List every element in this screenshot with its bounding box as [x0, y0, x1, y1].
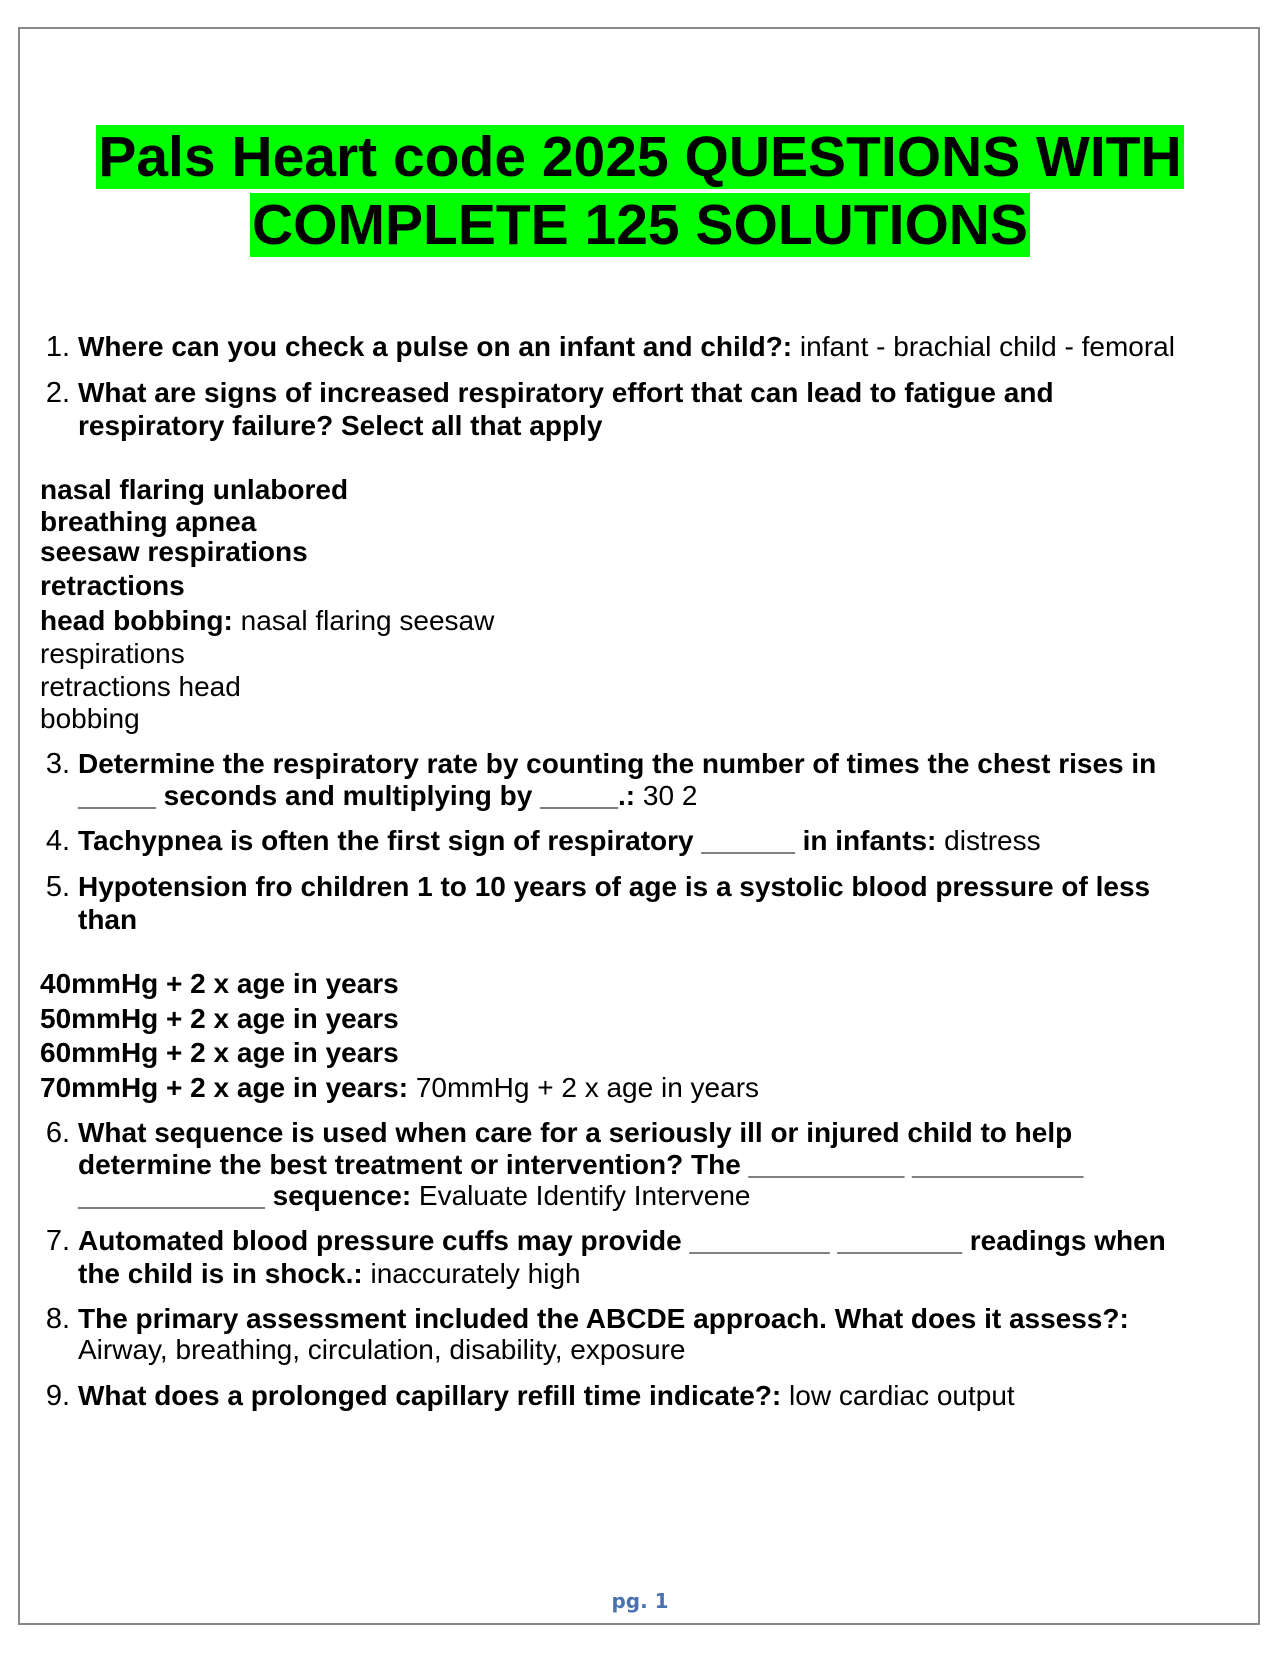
title-line-2: COMPLETE 125 SOLUTIONS [252, 193, 1028, 257]
q2-answer-line-4: bobbing [40, 703, 140, 734]
q2-answer-line-3: retractions head [40, 671, 241, 702]
q1-answer: infant - brachial child - femoral [792, 331, 1175, 362]
q8-answer: Airway, breathing, circulation, disability, exposure [78, 1334, 686, 1365]
q1-question: Where can you check a pulse on an infant and child?: [78, 331, 793, 362]
q5-number: 5. [45, 871, 70, 903]
q8-number: 8. [45, 1303, 70, 1335]
q2-answer-line-1: nasal flaring seesaw [232, 605, 495, 636]
q1 [78, 330, 1175, 364]
q4-question: Tachypnea is often the first sign of respiratory ______ in infants: [78, 825, 937, 856]
page-title [40, 123, 1240, 259]
q7-question-line-2: the child is in shock.: inaccurately high [78, 1258, 581, 1289]
q7-question-line-1: Automated blood pressure cuffs may provide _________ ________ readings when [78, 1225, 1166, 1256]
q5-question-line-1: Hypotension fro children 1 to 10 years of age is a systolic blood pressure of less [78, 871, 1151, 902]
q5-option-3: 60mmHg + 2 x age in years [40, 1037, 399, 1068]
q6-number: 6. [45, 1117, 70, 1149]
q5-option-2: 50mmHg + 2 x age in years [40, 1003, 399, 1034]
q1-number: 1. [45, 331, 70, 363]
q2-question-line-2: respiratory failure? Select all that apply [78, 410, 603, 441]
q6-question-line-2: determine the best treatment or intervention? The __________ ___________ [78, 1149, 1084, 1180]
q4-answer: distress [936, 825, 1041, 856]
q7-answer: inaccurately high [362, 1258, 581, 1289]
title-line-1: Pals Heart code 2025 QUESTIONS WITH [98, 125, 1182, 189]
q2-option-5: head bobbing: nasal flaring seesaw [40, 605, 495, 636]
q2-option-2: breathing apnea [40, 506, 257, 537]
q5-option-1: 40mmHg + 2 x age in years [40, 968, 399, 999]
q9-number: 9. [45, 1380, 70, 1412]
q3-question-line-1: Determine the respiratory rate by counting the number of times the chest rises in [78, 748, 1157, 779]
q6-question-line-1: What sequence is used when care for a seriously ill or injured child to help [78, 1117, 1073, 1148]
q7-number: 7. [45, 1225, 70, 1257]
q5-option-4: 70mmHg + 2 x age in years: 70mmHg + 2 x age in years [40, 1072, 760, 1103]
q6-answer: Evaluate Identify Intervene [411, 1180, 751, 1211]
q9 [78, 1379, 1015, 1413]
q2-option-1: nasal flaring unlabored [40, 474, 349, 505]
q2-option-3: seesaw respirations [40, 536, 308, 567]
q8-question: The primary assessment included the ABCDE approach. What does it assess?: [78, 1303, 1129, 1334]
q5-question-line-2: than [78, 904, 138, 935]
q3-number: 3. [45, 748, 70, 780]
q2-number: 2. [45, 377, 70, 409]
q4 [78, 824, 1041, 858]
q6-question-line-3: ____________ sequence: Evaluate Identify Intervene [78, 1180, 751, 1211]
q2-option-4: retractions [40, 570, 185, 601]
q4-number: 4. [45, 825, 70, 857]
q9-answer: low cardiac output [781, 1380, 1015, 1411]
q3-question-line-2: _____ seconds and multiplying by _____.: 30 2 [78, 780, 698, 811]
q9-question: What does a prolonged capillary refill time indicate?: [78, 1380, 782, 1411]
q5-answer: 70mmHg + 2 x age in years [408, 1072, 760, 1103]
q3-answer: 30 2 [635, 780, 698, 811]
page-number: pg. 1 [611, 1589, 669, 1613]
q2-answer-line-2: respirations [40, 638, 185, 669]
q2-question-line-1: What are signs of increased respiratory effort that can lead to fatigue and [78, 377, 1054, 408]
